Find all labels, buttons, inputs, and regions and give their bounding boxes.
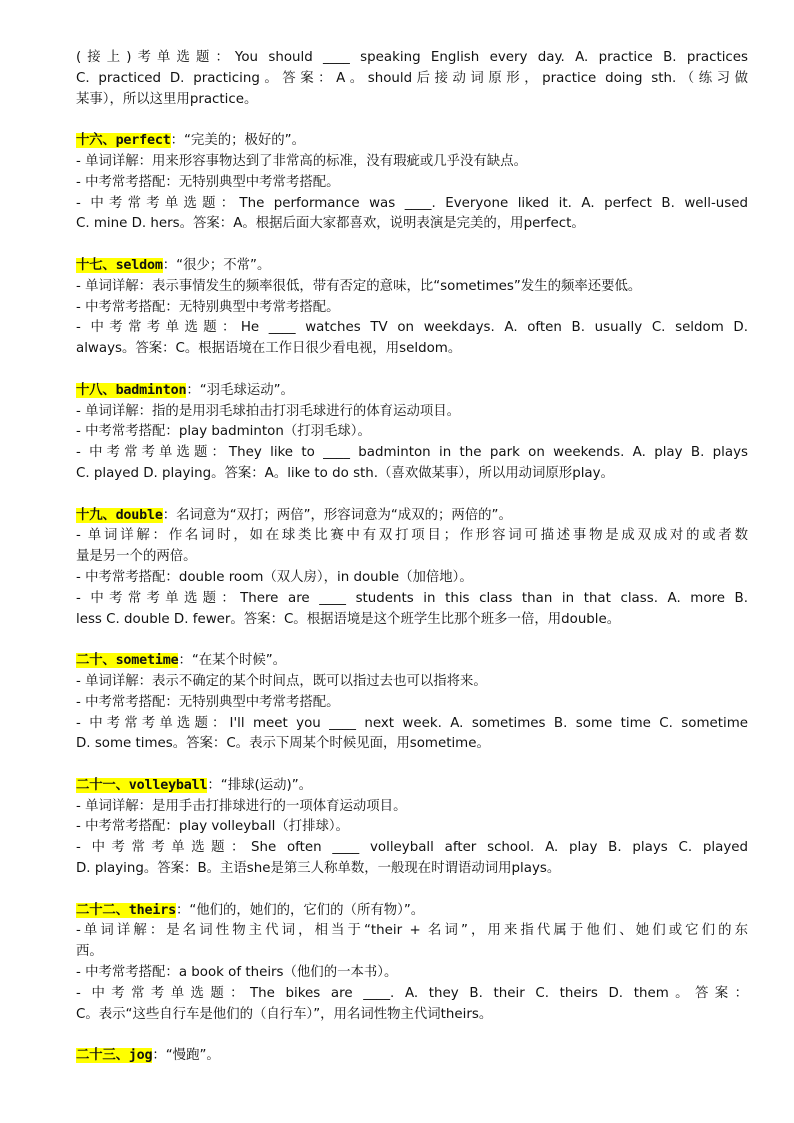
entry-heading-line — [76, 131, 748, 152]
vocab-entry-sometime — [76, 651, 748, 755]
text-line: - 中考常考单选题：He ____ watches TV on weekdays. A. often B. usually C. seldom D. — [76, 320, 748, 336]
spacer — [76, 485, 748, 506]
entry-heading-line — [76, 381, 748, 402]
entry-meaning: ：“完美的；极好的”。 — [170, 133, 305, 149]
entry-heading-line — [76, 256, 748, 277]
text-line: D. playing。答案：B。主语she是第三人称单数，一般现在时谓语动词用plays。 — [76, 861, 561, 877]
text-line: C。表示“这些自行车是他们的（自行车）”，用名词性物主代词theirs。 — [76, 1006, 493, 1022]
entry-heading-line — [76, 506, 748, 527]
text-line: - 中考常考搭配：无特别典型中考常考搭配。 — [76, 174, 340, 190]
text-line: - 中考常考搭配：double room（双人房），in double（加倍地）。 — [76, 569, 473, 585]
entry-heading-line — [76, 651, 748, 672]
entry-heading: 十六、perfect — [76, 133, 171, 149]
entry-heading: 十九、double — [76, 507, 163, 523]
text-line: - 中考常考搭配：play volleyball（打排球）。 — [76, 819, 349, 835]
vocab-entry-double — [76, 506, 748, 631]
text-line: D. some times。答案：C。表示下周某个时候见面，用sometime。 — [76, 736, 490, 752]
document-page — [76, 48, 748, 1067]
text-line: - 中考常考搭配：无特别典型中考常考搭配。 — [76, 694, 340, 710]
entry-meaning: ：名词意为“双打；两倍”，形容词意为“成双的；两倍的”。 — [162, 507, 512, 523]
entry-heading: 二十三、jog — [76, 1048, 153, 1064]
spacer — [76, 110, 748, 131]
entry-heading: 二十二、theirs — [76, 902, 176, 918]
text-line: - 中考常考单选题：The performance was ____. Everyone liked it. A. perfect B. well-used — [76, 195, 748, 211]
entry-heading: 十七、seldom — [76, 257, 163, 273]
text-line: (接上)考单选题：You should ____ speaking English every day. A. practice B. practices — [76, 50, 748, 65]
text-line: - 单词详解：是用手击打排球进行的一项体育运动项目。 — [76, 798, 407, 814]
spacer — [76, 360, 748, 381]
text-line: 某事），所以这里用practice。 — [76, 91, 258, 107]
entry-meaning: ：“在某个时候”。 — [178, 653, 287, 669]
spacer — [76, 755, 748, 776]
spacer — [76, 630, 748, 651]
spacer — [76, 1025, 748, 1046]
entry-heading-line — [76, 776, 748, 797]
entry-heading-line — [76, 1046, 748, 1067]
entry-heading-line — [76, 901, 748, 922]
entry-meaning: ：“排球(运动)”。 — [207, 777, 313, 793]
text-line: - 单词详解：表示不确定的某个时间点，既可以指过去也可以指将来。 — [76, 673, 487, 689]
entry-meaning: ：“羽毛球运动”。 — [186, 382, 294, 398]
text-line: C. played D. playing。答案：A。like to do sth.（喜欢做某事），所以用动词原形play。 — [76, 465, 614, 481]
entry-meaning: ：“慢跑”。 — [152, 1048, 220, 1064]
text-line: C. practiced D. practicing。答案：A。should后接动词原形，practice doing sth.（练习做 — [76, 70, 748, 86]
text-line: always。答案：C。根据语境在工作日很少看电视，用seldom。 — [76, 341, 462, 357]
text-line: less C. double D. fewer。答案：C。根据语境是这个班学生比那个班多一倍，用double。 — [76, 611, 621, 627]
spacer — [76, 880, 748, 901]
vocab-entry-seldom — [76, 256, 748, 360]
text-line: - 单词详解：指的是用羽毛球拍击打羽毛球进行的体育运动项目。 — [76, 403, 461, 419]
vocab-entry-jog — [76, 1046, 748, 1067]
text-line: 量是另一个的两倍。 — [76, 549, 197, 565]
text-line: 西。 — [76, 944, 103, 960]
text-line: - 中考常考单选题：They like to ____ badminton in the park on weekends. A. play B. plays — [76, 445, 748, 461]
entry-meaning: ：“很少；不常”。 — [162, 257, 271, 273]
entry-meaning: ：“他们的，她们的，它们的（所有物）”。 — [175, 902, 425, 918]
entry-heading: 二十一、volleyball — [76, 777, 208, 793]
text-line: C. mine D. hers。答案：A。根据后面大家都喜欢，说明表演是完美的，用perfect。 — [76, 216, 585, 232]
vocab-entry-theirs — [76, 901, 748, 1026]
text-line: -单词详解：是名词性物主代词，相当于“their + 名词”，用来指代属于他们、她们或它们的东 — [76, 923, 748, 939]
spacer — [76, 235, 748, 256]
text-line: - 单词详解：用来形容事物达到了非常高的标准，没有瑕疵或几乎没有缺点。 — [76, 153, 527, 169]
text-line: - 中考常考单选题：She often ____ volleyball after school. A. play B. plays C. played — [76, 840, 748, 856]
vocab-entry-perfect — [76, 131, 748, 235]
text-line: - 中考常考搭配：无特别典型中考常考搭配。 — [76, 299, 340, 315]
text-line: - 单词详解：作名词时，如在球类比赛中有双打项目；作形容词可描述事物是成双成对的或者数 — [76, 528, 748, 544]
entry-heading: 二十、sometime — [76, 653, 179, 669]
text-line: - 中考常考搭配：a book of theirs（他们的一本书）。 — [76, 965, 398, 981]
entry-heading: 十八、badminton — [76, 382, 187, 398]
intro-block — [76, 48, 748, 110]
vocab-entry-volleyball — [76, 776, 748, 880]
text-line: - 中考常考单选题：The bikes are ____. A. they B. their C. theirs D. them。答案： — [76, 985, 748, 1001]
text-line: - 单词详解：表示事情发生的频率很低，带有否定的意味，比“sometimes”发生的频率还要低。 — [76, 278, 642, 294]
text-line: - 中考常考单选题：I'll meet you ____ next week. A. sometimes B. some time C. sometime — [76, 715, 748, 731]
text-line: - 中考常考单选题：There are ____ students in this class than in that class. A. more B. — [76, 590, 748, 606]
text-line: - 中考常考搭配：play badminton（打羽毛球）。 — [76, 424, 371, 440]
vocab-entry-badminton — [76, 381, 748, 485]
